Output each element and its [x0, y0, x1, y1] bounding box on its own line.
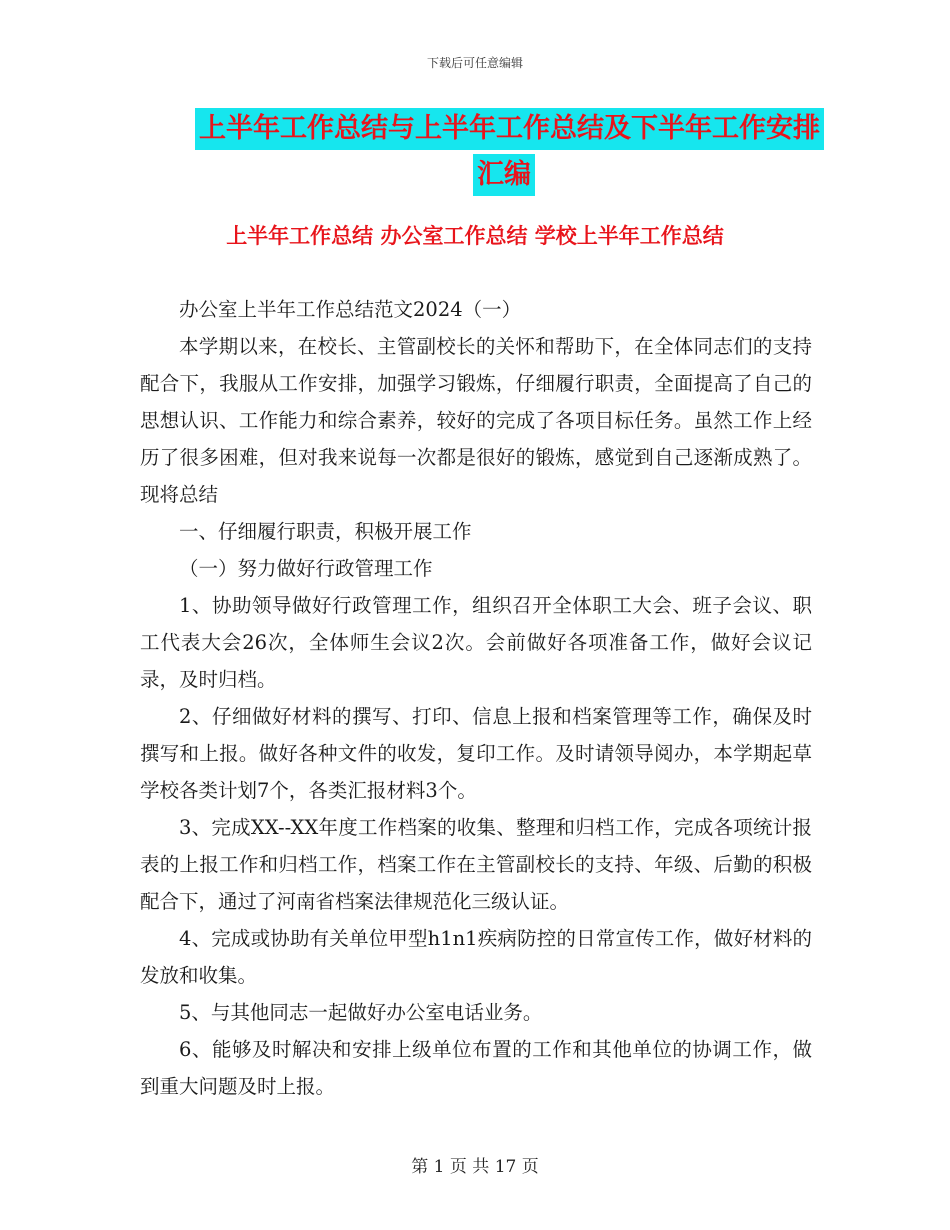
- paragraph: 本学期以来，在校长、主管副校长的关怀和帮助下，在全体同志们的支持配合下，我服从工作安排，加强学习锻炼，仔细履行职责，全面提高了自己的思想认识、工作能力和综合素养，较好的完成了各项目标任务。虽然工作上经历了很多困难，但对我来说每一次都是很好的锻炼，感觉到自己逐渐成熟了。现将总结: [140, 335, 812, 506]
- section-heading: 一、仔细履行职责，积极开展工作: [179, 520, 472, 543]
- title-line-1: 上半年工作总结与上半年工作总结及下半年工作安排: [195, 108, 824, 150]
- page-footer: 第 1 页 共 17 页: [411, 1157, 539, 1177]
- paragraph: 3、完成XX--XX年度工作档案的收集、整理和归档工作，完成各项统计报表的上报工作和归档工作，档案工作在主管副校长的支持、年级、后勤的积极配合下，通过了河南省档案法律规范化三级认证。: [140, 816, 812, 913]
- paragraph: 4、完成或协助有关单位甲型h1n1疾病防控的日常宣传工作，做好材料的发放和收集。: [140, 927, 812, 987]
- paragraph: 1、协助领导做好行政管理工作，组织召开全体职工大会、班子会议、职工代表大会26次，全体师生会议2次。会前做好各项准备工作，做好会议记录，及时归档。: [140, 594, 812, 691]
- document-body: [140, 291, 812, 1105]
- paragraph: 2、仔细做好材料的撰写、打印、信息上报和档案管理等工作，确保及时撰写和上报。做好各种文件的收发，复印工作。及时请领导阅办，本学期起草学校各类计划7个，各类汇报材料3个。: [140, 705, 812, 802]
- paragraph: 6、能够及时解决和安排上级单位布置的工作和其他单位的协调工作，做到重大问题及时上报。: [140, 1038, 812, 1098]
- section-subtitle: 上半年工作总结 办公室工作总结 学校上半年工作总结: [226, 224, 724, 248]
- paragraph-heading: 办公室上半年工作总结范文2024（一）: [179, 298, 522, 321]
- header-note: 下载后可任意编辑: [426, 56, 523, 70]
- subsection-heading: （一）努力做好行政管理工作: [179, 557, 433, 580]
- title-line-2: 汇编: [473, 154, 535, 196]
- paragraph: 5、与其他同志一起做好办公室电话业务。: [179, 1001, 543, 1024]
